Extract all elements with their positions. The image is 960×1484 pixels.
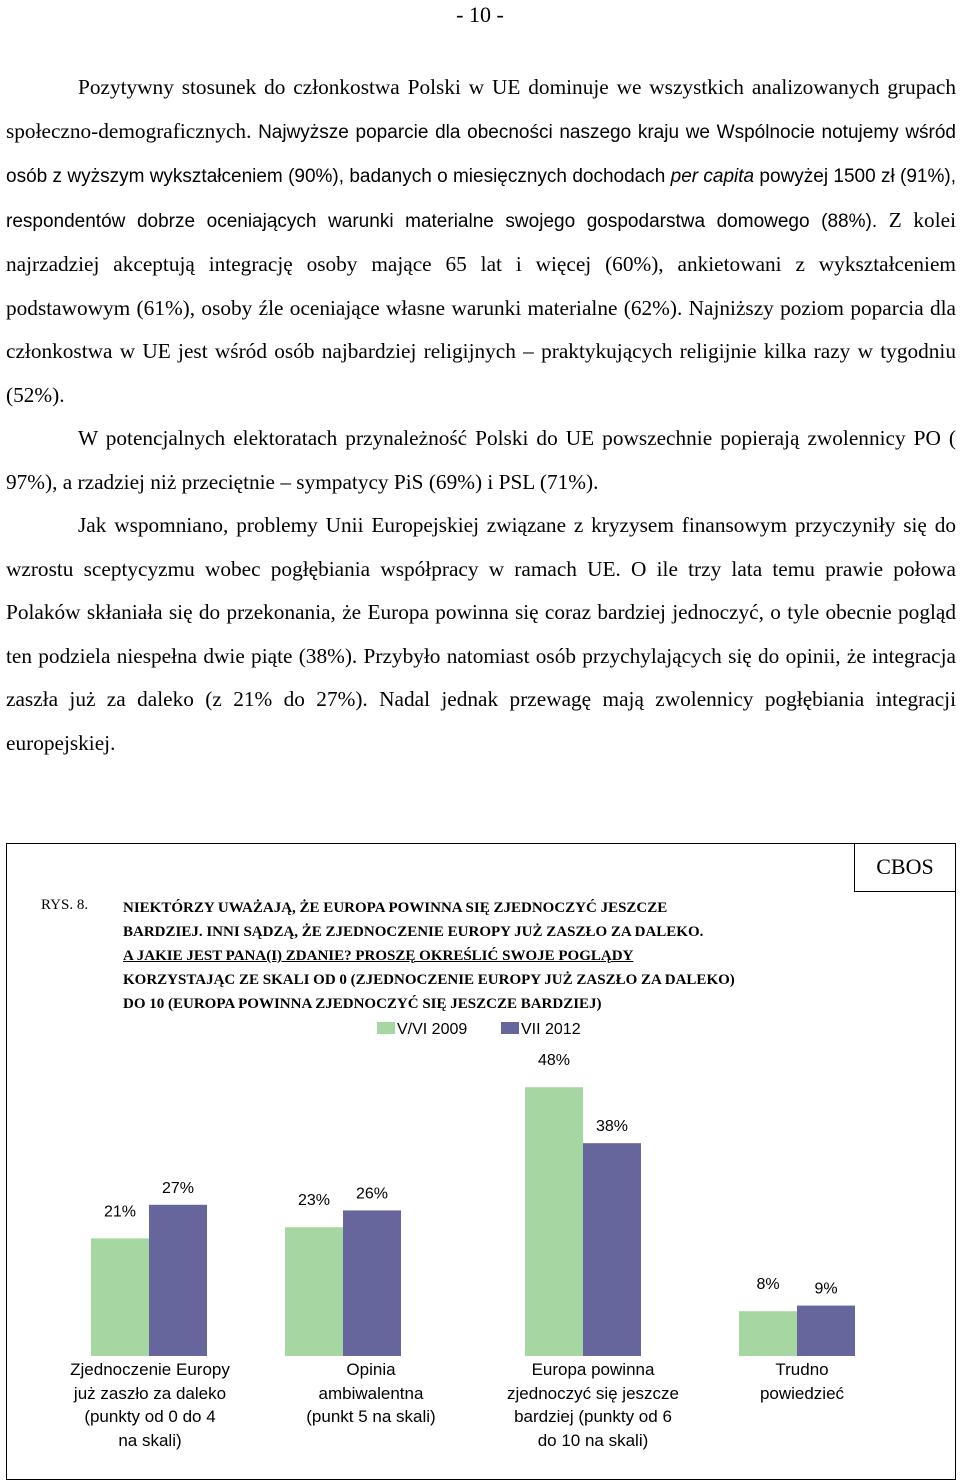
category-label-line: (punkt 5 na skali) bbox=[306, 1407, 436, 1426]
legend-label: V/VI 2009 bbox=[397, 1021, 468, 1038]
category-label-line: Zjednoczenie Europy bbox=[70, 1360, 230, 1379]
figure-frame bbox=[6, 843, 956, 1480]
bar bbox=[285, 1227, 343, 1356]
data-label: 9% bbox=[814, 1280, 838, 1298]
bar bbox=[343, 1210, 401, 1356]
bar bbox=[583, 1143, 641, 1356]
data-label: 48% bbox=[537, 1052, 571, 1070]
paragraph-2: W potencjalnych elektoratach przynależność Polski do UE powszechnie popierają zwolennicy PO ( 97%), a rzadziej niż przeciętnie – sympatycy PiS (69%) i PSL (71%). bbox=[6, 426, 956, 494]
figure-title-line: A JAKIE JEST PANA(I) ZDANIE? PROSZĘ OKREŚLIĆ SWOJE POGLĄDY bbox=[123, 948, 634, 964]
category-label bbox=[40, 1358, 260, 1452]
category-label bbox=[692, 1358, 912, 1405]
paragraph-1-sans-b: powyżej 1500 zł (91%), respondentów dobrze oceniających warunki materialne swojego gospodarstwa domowego (88%). bbox=[6, 166, 956, 232]
bar bbox=[797, 1306, 855, 1356]
figure-title-line: DO 10 (EUROPA POWINNA ZJEDNOCZYĆ SIĘ JESZCZE BARDZIEJ) bbox=[123, 996, 602, 1012]
category-label bbox=[261, 1358, 481, 1429]
data-label: 26% bbox=[355, 1185, 389, 1203]
figure-title-line: BARDZIEJ. INNI SĄDZĄ, ŻE ZJEDNOCZENIE EUROPY JUŻ ZASZŁO ZA DALEKO. bbox=[123, 924, 704, 940]
category-label-line: (punkty od 0 do 4 bbox=[84, 1407, 216, 1426]
category-label-line: Trudno bbox=[775, 1360, 829, 1379]
legend-label: VII 2012 bbox=[521, 1021, 581, 1038]
category-label-line: na skali) bbox=[118, 1430, 182, 1450]
figure-title-line: NIEKTÓRZY UWAŻAJĄ, ŻE EUROPA POWINNA SIĘ ZJEDNOCZYĆ JESZCZE bbox=[123, 900, 668, 916]
source-box: CBOS bbox=[854, 844, 955, 892]
figure-label: RYS. 8. bbox=[41, 897, 89, 913]
per-capita-italic: per capita bbox=[670, 166, 755, 187]
data-label: 38% bbox=[595, 1118, 629, 1136]
paragraph-1-lead: Pozytywny stosunek do członkostwa Polski w UE dominuje we wszystkich analizowanych grupach społeczno-demograficznych. bbox=[6, 75, 956, 143]
category-label-line: bardziej (punkty od 6 bbox=[514, 1407, 672, 1426]
data-label: 21% bbox=[103, 1203, 137, 1221]
category-label-line: Europa powinna bbox=[531, 1360, 655, 1379]
bar bbox=[739, 1311, 797, 1356]
bar bbox=[525, 1087, 583, 1356]
data-label: 27% bbox=[161, 1179, 195, 1197]
category-label-line: powiedzieć bbox=[759, 1383, 845, 1403]
category-label-line: do 10 na skali) bbox=[537, 1430, 649, 1450]
legend-swatch bbox=[501, 1022, 519, 1034]
bar bbox=[149, 1205, 207, 1356]
data-label: 8% bbox=[756, 1276, 780, 1294]
category-label-line: Opinia bbox=[346, 1360, 396, 1379]
paragraph-1-tail: Z kolei najrzadziej akceptują integrację osoby mające 65 lat i więcej (60%), ankietowani z wykształceniem podstawowym (61%), osoby źle oceniające własne warunki materialne (62%). Najniższy poziom poparcia dla członkostwa w UE jest wśród osób najbardziej religijnych – praktykujących religijnie kilka razy w tygodniu (52%). bbox=[6, 207, 956, 407]
category-label-line: ambiwalentna bbox=[318, 1383, 424, 1403]
legend-swatch bbox=[377, 1022, 395, 1034]
paragraph-3: Jak wspomniano, problemy Unii Europejskiej związane z kryzysem finansowym przyczyniły się do wzrostu sceptycyzmu wobec pogłębiania współpracy w ramach UE. O ile trzy lata temu prawie połowa Polaków skłaniała się do przekonania, że Europa powinna się coraz bardziej jednoczyć, o tyle obecnie pogląd ten podziela niespełna dwie piąte (38%). Przybyło natomiast osób przychylających się do opinii, że integracja zaszła już za daleko (z 21% do 27%). Nadal jednak przewagę mają zwolennicy pogłębiania integracji europejskiej. bbox=[6, 513, 956, 755]
figure-title-line: KORZYSTAJĄC ZE SKALI OD 0 (ZJEDNOCZENIE EUROPY JUŻ ZASZŁO ZA DALEKO) bbox=[123, 972, 735, 988]
category-label bbox=[483, 1358, 703, 1452]
paragraph-1-sans-a: Najwyższe poparcie dla obecności naszego kraju we Wspólnocie notujemy wśród osób z wyższym wykształceniem (90%), badanych o miesięcznych dochodach bbox=[6, 121, 956, 187]
bar bbox=[91, 1238, 149, 1356]
paragraph-1 bbox=[6, 66, 956, 417]
category-label-line: zjednoczyć się jeszcze bbox=[507, 1383, 679, 1403]
page-number: - 10 - bbox=[456, 2, 504, 27]
data-label: 23% bbox=[297, 1192, 331, 1210]
body-text bbox=[6, 66, 956, 765]
category-label-line: już zaszło za daleko bbox=[73, 1383, 227, 1403]
